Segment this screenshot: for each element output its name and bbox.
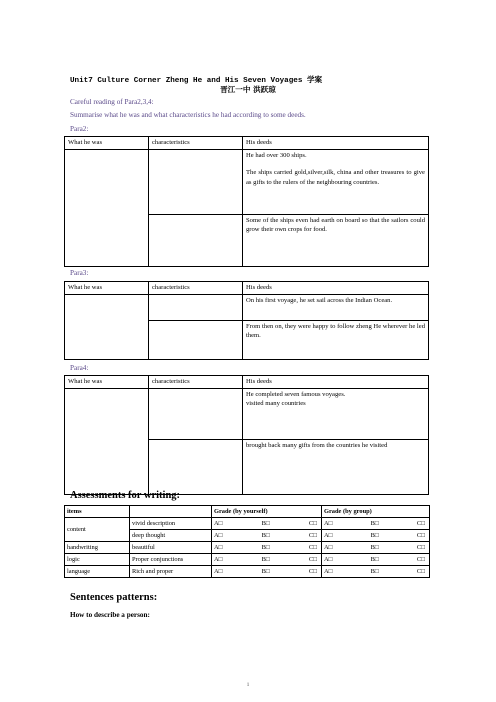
characteristic-cell[interactable]	[149, 294, 243, 320]
header-characteristics: characteristics	[149, 282, 243, 295]
grade-c-checkbox[interactable]: C□	[416, 531, 425, 539]
deed-cell: Some of the ships even had earth on board so that the sailors could grow their own crops for food.	[243, 214, 429, 266]
para3-label: Para3:	[70, 269, 89, 277]
grade-a-checkbox[interactable]: A□	[214, 531, 223, 539]
assessment-criterion: vivid description	[130, 518, 212, 530]
assessment-table	[64, 505, 430, 578]
grade-b-checkbox[interactable]: B□	[261, 519, 270, 527]
assessment-item: logic	[65, 554, 130, 566]
characteristic-cell[interactable]	[149, 149, 243, 214]
characteristic-cell[interactable]	[149, 439, 243, 494]
header-his-deeds: His deeds	[243, 376, 429, 389]
deed-cell	[243, 388, 429, 439]
instruction-line-2: Summarise what he was and what characteristics he had according to some deeds.	[70, 111, 306, 119]
document-subtitle: 晋江一中 洪跃琼	[220, 85, 276, 94]
what-he-was-cell[interactable]	[65, 294, 149, 359]
grade-group-cell[interactable]	[322, 566, 430, 578]
grade-a-checkbox[interactable]: A□	[324, 555, 333, 563]
grade-self-cell[interactable]	[212, 542, 322, 554]
instruction-line-1: Careful reading of Para2,3,4:	[70, 98, 154, 106]
header-his-deeds: His deeds	[243, 137, 429, 150]
grade-b-checkbox[interactable]: B□	[370, 567, 379, 575]
grade-a-checkbox[interactable]: A□	[214, 555, 223, 563]
para2-label: Para2:	[70, 125, 89, 133]
assessment-item: language	[65, 566, 130, 578]
grade-group-cell[interactable]	[322, 554, 430, 566]
grade-self-cell[interactable]	[212, 554, 322, 566]
grade-b-checkbox[interactable]: B□	[370, 531, 379, 539]
assessment-criterion: Proper conjunctions	[130, 554, 212, 566]
characteristic-cell[interactable]	[149, 320, 243, 359]
deed-text: He completed seven famous voyages.	[246, 390, 346, 398]
para4-table	[64, 375, 429, 495]
grade-b-checkbox[interactable]: B□	[261, 543, 270, 551]
grade-c-checkbox[interactable]: C□	[308, 567, 317, 575]
header-what-he-was: What he was	[65, 282, 149, 295]
grade-c-checkbox[interactable]: C□	[308, 555, 317, 563]
assessment-header-group: Grade (by group)	[322, 506, 430, 518]
grade-a-checkbox[interactable]: A□	[324, 519, 333, 527]
grade-c-checkbox[interactable]: C□	[308, 543, 317, 551]
grade-a-checkbox[interactable]: A□	[324, 531, 333, 539]
what-he-was-cell[interactable]	[65, 388, 149, 494]
grade-c-checkbox[interactable]: C□	[416, 543, 425, 551]
deed-cell: brought back many gifts from the countries he visited	[243, 439, 429, 494]
grade-a-checkbox[interactable]: A□	[214, 519, 223, 527]
grade-a-checkbox[interactable]: A□	[214, 567, 223, 575]
assessment-criterion: Rich and proper	[130, 566, 212, 578]
grade-c-checkbox[interactable]: C□	[416, 567, 425, 575]
deed-cell: On his first voyage, he set sail across the Indian Ocean.	[243, 294, 429, 320]
grade-self-cell[interactable]	[212, 566, 322, 578]
grade-b-checkbox[interactable]: B□	[261, 567, 270, 575]
grade-b-checkbox[interactable]: B□	[370, 555, 379, 563]
para2-table	[64, 136, 429, 267]
sentences-heading: Sentences patterns:	[70, 592, 158, 603]
grade-b-checkbox[interactable]: B□	[370, 543, 379, 551]
deed-text: The ships carried gold,silver,silk, china and other treasures to give as gifts to the rulers of the neighbouring countries.	[246, 169, 425, 186]
grade-group-cell[interactable]	[322, 518, 430, 530]
deed-cell: From then on, they were happy to follow zheng He wherever he led them.	[243, 320, 429, 359]
how-to-describe-label: How to describe a person:	[70, 611, 150, 619]
deed-text: visited many countries	[246, 400, 306, 408]
grade-b-checkbox[interactable]: B□	[261, 555, 270, 563]
para3-table	[64, 281, 429, 360]
characteristic-cell[interactable]	[149, 214, 243, 266]
para4-label: Para4:	[70, 364, 89, 372]
grade-self-cell[interactable]	[212, 518, 322, 530]
deed-text: He had over 300 ships.	[246, 151, 307, 159]
assessment-header-self: Grade (by yourself)	[212, 506, 322, 518]
header-what-he-was: What he was	[65, 376, 149, 389]
grade-group-cell[interactable]	[322, 530, 430, 542]
grade-a-checkbox[interactable]: A□	[324, 567, 333, 575]
document-title: Unit7 Culture Corner Zheng He and His Seven Voyages 学案	[70, 77, 323, 85]
assessment-criterion: beautiful	[130, 542, 212, 554]
grade-c-checkbox[interactable]: C□	[308, 531, 317, 539]
assessment-criterion: deep thought	[130, 530, 212, 542]
characteristic-cell[interactable]	[149, 388, 243, 439]
grade-self-cell[interactable]	[212, 530, 322, 542]
assessment-item: content	[65, 518, 130, 542]
header-characteristics: characteristics	[149, 137, 243, 150]
header-his-deeds: His deeds	[243, 282, 429, 295]
grade-b-checkbox[interactable]: B□	[370, 519, 379, 527]
grade-b-checkbox[interactable]: B□	[261, 531, 270, 539]
assessment-heading: Assessments for writing:	[70, 490, 181, 501]
grade-c-checkbox[interactable]: C□	[416, 555, 425, 563]
grade-a-checkbox[interactable]: A□	[214, 543, 223, 551]
grade-c-checkbox[interactable]: C□	[416, 519, 425, 527]
header-characteristics: characteristics	[149, 376, 243, 389]
assessment-header-items: items	[65, 506, 130, 518]
grade-c-checkbox[interactable]: C□	[308, 519, 317, 527]
what-he-was-cell[interactable]	[65, 149, 149, 266]
deed-cell	[243, 149, 429, 214]
grade-a-checkbox[interactable]: A□	[324, 543, 333, 551]
page-number: 1	[246, 682, 250, 688]
assessment-header-blank	[130, 506, 212, 518]
header-what-he-was: What he was	[65, 137, 149, 150]
grade-group-cell[interactable]	[322, 542, 430, 554]
assessment-item: handwriting	[65, 542, 130, 554]
